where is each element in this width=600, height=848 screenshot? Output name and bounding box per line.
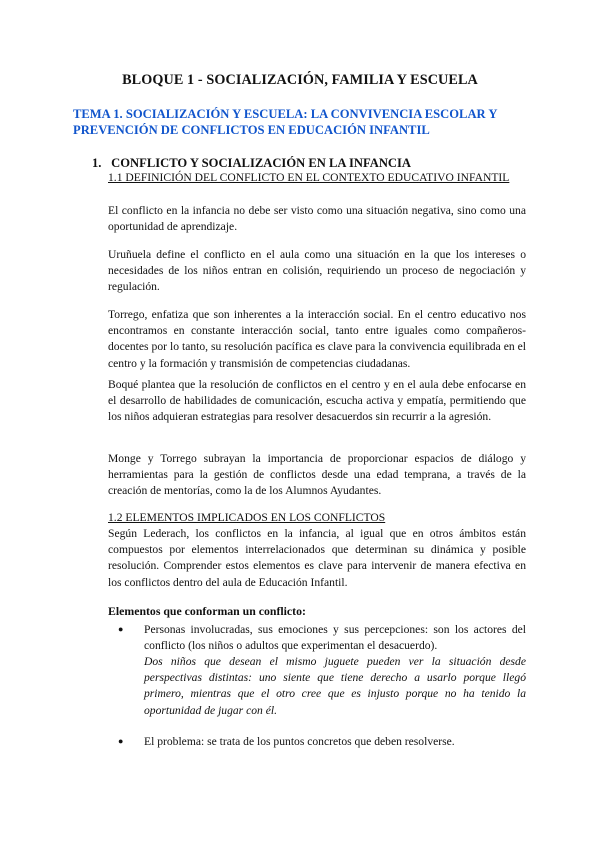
section-title: CONFLICTO Y SOCIALIZACIÓN EN LA INFANCIA — [111, 156, 412, 170]
tema-heading: TEMA 1. SOCIALIZACIÓN Y ESCUELA: LA CONVIVENCIA ESCOLAR Y PREVENCIÓN DE CONFLICTOS EN EDUCACIÓN INFANTIL — [73, 107, 497, 137]
list-item-example: Dos niños que desean el mismo juguete pueden ver la situación desde perspectivas distintas: uno siente que tiene derecho a usarlo porque llegó primero, mientras que el otro cree que es injusto porque no ha tenido la oportunidad de jugar con él. — [144, 655, 526, 717]
bullet-icon: ● — [118, 624, 124, 634]
paragraph: Torrego, enfatiza que son inherentes a la interacción social. En el centro educativo nos encontramos en constante interacción social, tanto entre iguales como compañeros-docentes por lo tanto, su resolución pacífica es clave para la convivencia equilibrada en el centro y la formación y transmisión de competencias ciudadanas. — [108, 308, 526, 370]
section-heading — [92, 156, 411, 171]
subsection-heading-1-1: 1.1 DEFINICIÓN DEL CONFLICTO EN EL CONTEXTO EDUCATIVO INFANTIL — [108, 171, 510, 184]
elements-heading: Elementos que conforman un conflicto: — [108, 604, 306, 618]
page-title: BLOQUE 1 - SOCIALIZACIÓN, FAMILIA Y ESCUELA — [122, 72, 478, 88]
subsection-heading-1-2: 1.2 ELEMENTOS IMPLICADOS EN LOS CONFLICTOS — [108, 511, 386, 524]
paragraph: Uruñuela define el conflicto en el aula como una situación en la que los intereses o necesidades de los niños entran en colisión, requiriendo un proceso de negociación y regulación. — [108, 248, 526, 294]
section-number: 1. — [92, 156, 102, 170]
list-item: El problema: se trata de los puntos concretos que deben resolverse. — [144, 735, 455, 748]
paragraph: Monge y Torrego subrayan la importancia de proporcionar espacios de diálogo y herramientas para la gestión de conflictos desde una edad temprana, a través de la creación de mentorías, como la de los Alumnos Ayudantes. — [108, 452, 526, 498]
paragraph: El conflicto en la infancia no debe ser visto como una situación negativa, sino como una oportunidad de aprendizaje. — [108, 204, 526, 234]
list-item: Personas involucradas, sus emociones y sus percepciones: son los actores del conflicto (los niños o adultos que experimentan el desacuerdo). — [144, 623, 526, 653]
bullet-icon: ● — [118, 736, 124, 746]
paragraph: Según Lederach, los conflictos en la infancia, al igual que en otros ámbitos están compuestos por elementos interrelacionados que determinan su dinámica y posible resolución. Comprender estos elementos es clave para intervenir de manera efectiva en los conflictos dentro del aula de Educación Infantil. — [108, 527, 526, 589]
paragraph: Boqué plantea que la resolución de conflictos en el centro y en el aula debe enfocarse en el desarrollo de habilidades de comunicación, escucha activa y empatía, permitiendo que los niños adquieran estrategias para resolver desacuerdos sin recurrir a la agresión. — [108, 378, 526, 424]
